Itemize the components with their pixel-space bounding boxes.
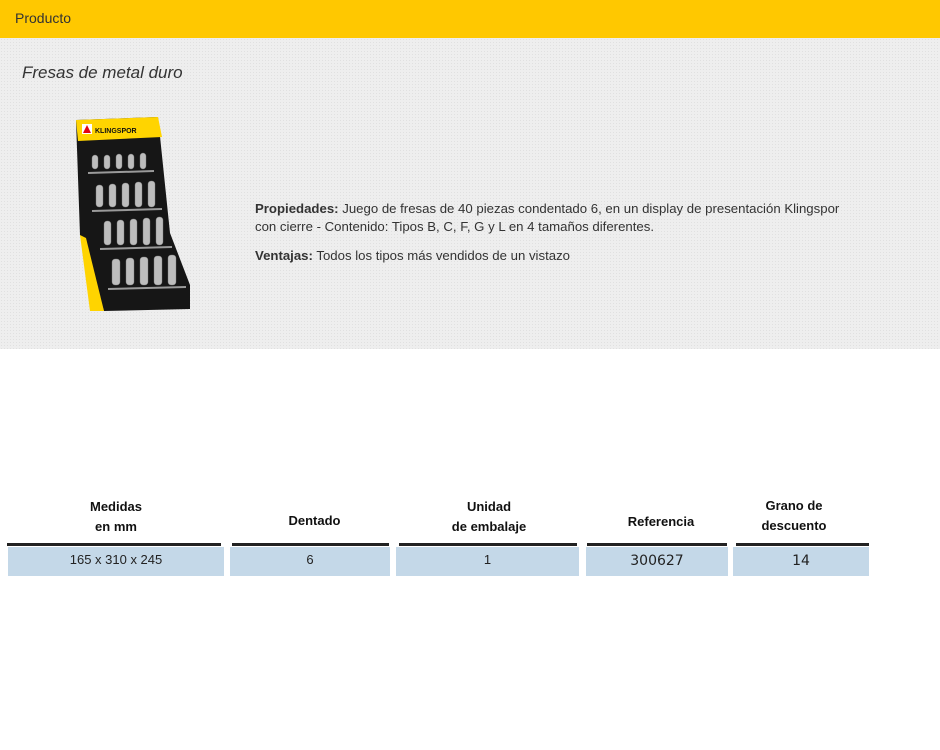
header-line: en mm — [95, 519, 137, 534]
brand-logo-text: KLINGSPOR — [95, 128, 137, 135]
cell-medidas: 165 x 310 x 245 — [8, 547, 224, 576]
header-underline — [7, 543, 221, 546]
section-title: Producto — [15, 10, 72, 26]
properties-paragraph — [255, 200, 845, 236]
header-underline — [736, 543, 869, 546]
cell-referencia: 300627 — [586, 547, 728, 576]
cell-grano: 14 — [733, 547, 869, 576]
header-unidad — [399, 497, 579, 537]
cell-dentado: 6 — [230, 547, 390, 576]
header-line: Grano de — [765, 498, 823, 513]
advantages-paragraph — [255, 247, 845, 265]
product-image — [74, 115, 194, 318]
header-referencia — [588, 512, 734, 532]
header-grano — [737, 496, 851, 536]
header-underline — [587, 543, 727, 546]
header-dentado — [232, 511, 397, 531]
properties-text: Juego de fresas de 40 piezas condentado 6, en un display de presentación Klingspor con cierre - Contenido: Tipos B, C, F, G y L en 4 tamaños diferentes. — [255, 201, 840, 234]
header-line: de embalaje — [451, 519, 527, 534]
cell-unidad: 1 — [396, 547, 579, 576]
header-line: Medidas — [89, 499, 142, 514]
properties-label: Propiedades: — [255, 201, 339, 216]
header-underline — [399, 543, 577, 546]
header-underline — [232, 543, 389, 546]
top-bar — [0, 0, 940, 38]
header-line: descuento — [761, 518, 827, 533]
header-line: Unidad — [466, 499, 512, 514]
advantages-label: Ventajas: — [255, 248, 313, 263]
product-title: Fresas de metal duro — [22, 63, 183, 82]
advantages-text: Todos los tipos más vendidos de un vistazo — [316, 248, 570, 263]
header-medidas — [8, 497, 224, 537]
header-line: Dentado — [288, 513, 341, 528]
product-description — [255, 200, 845, 276]
header-line: Referencia — [627, 514, 695, 529]
